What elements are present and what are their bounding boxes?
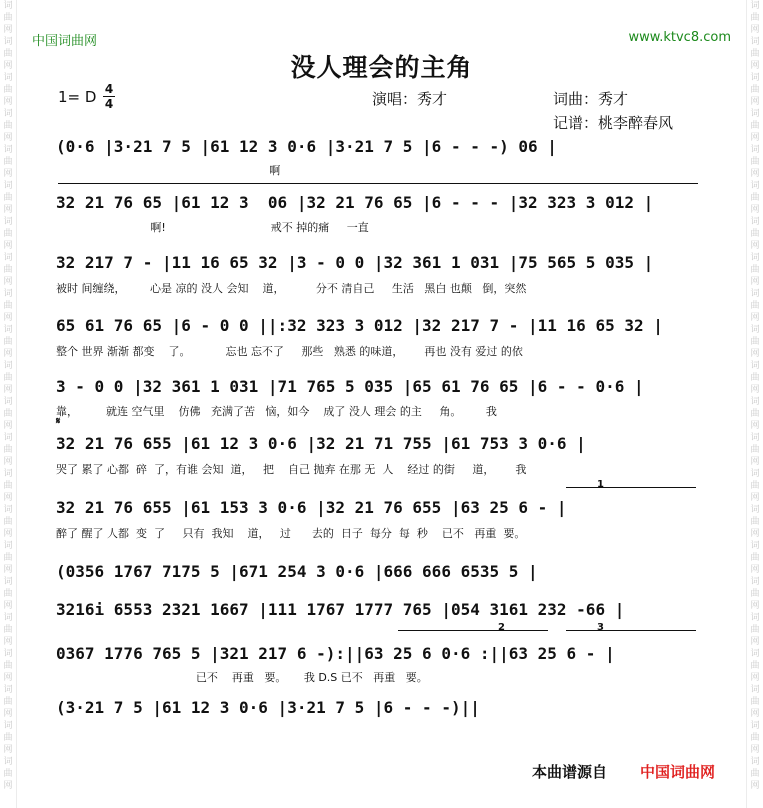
watermark-char: 词 (750, 73, 760, 83)
watermark-char: 网 (3, 241, 13, 251)
watermark-char: 网 (750, 385, 760, 395)
watermark-char: 曲 (750, 337, 760, 347)
watermark-char: 网 (750, 421, 760, 431)
watermark-char: 网 (3, 385, 13, 395)
score-line-8-notes: (0356 1767 7175 5 |671 254 3 0·6 |666 666 6535 5 | (56, 562, 538, 581)
watermark-char: 曲 (3, 265, 13, 275)
watermark-char: 词 (750, 1, 760, 11)
watermark-char: 词 (750, 181, 760, 191)
key-signature: 1= D (58, 88, 97, 106)
score-line-4-notes: 65 61 76 65 |6 - 0 0 ||:32 323 3 012 |32 217 7 - |11 16 65 32 | (56, 316, 663, 335)
watermark-char: 词 (3, 325, 13, 335)
watermark-char: 网 (750, 241, 760, 251)
watermark-char: 词 (750, 649, 760, 659)
watermark-char: 词 (750, 613, 760, 623)
watermark-char: 曲 (750, 769, 760, 779)
composer-credit: 词曲：秀才 (553, 90, 629, 108)
watermark-char: 网 (750, 745, 760, 755)
watermark-char: 词 (750, 37, 760, 47)
watermark-char: 曲 (750, 589, 760, 599)
watermark-char: 词 (3, 109, 13, 119)
watermark-char: 网 (750, 565, 760, 575)
watermark-char: 网 (3, 421, 13, 431)
score-line-3-notes: 32 217 7 - |11 16 65 32 |3 - 0 0 |32 361 1 031 |75 565 5 035 | (56, 253, 654, 272)
watermark-char: 曲 (3, 13, 13, 23)
watermark-char: 曲 (750, 265, 760, 275)
watermark-char: 词 (3, 73, 13, 83)
watermark-char: 网 (3, 673, 13, 683)
watermark-char: 词 (3, 541, 13, 551)
score-line-4-lyrics: 整个 世界 渐渐 都变 了。 忘也 忘不了 那些 熟悉 的味道， 再也 没有 爱过 的依 (56, 345, 523, 358)
watermark-char: 网 (750, 277, 760, 287)
watermark-char: 曲 (750, 517, 760, 527)
watermark-char: 曲 (750, 85, 760, 95)
score-line-9-notes: 3216i 6553 2321 1667 |111 1767 1777 765 |054 3161 232 -66 | (56, 600, 625, 619)
watermark-char: 网 (3, 61, 13, 71)
volta-bracket-1 (566, 487, 696, 488)
site-url-right[interactable]: www.ktvc8.com (628, 30, 731, 45)
watermark-char: 曲 (3, 373, 13, 383)
watermark-char: 词 (3, 469, 13, 479)
watermark-char: 词 (750, 433, 760, 443)
score-line-5-notes: 3 - 0 0 |32 361 1 031 |71 765 5 035 |65 61 76 65 |6 - - 0·6 | (56, 377, 644, 396)
watermark-char: 曲 (3, 337, 13, 347)
watermark-char: 网 (3, 97, 13, 107)
watermark-char: 曲 (750, 13, 760, 23)
volta-mark-3: 3 (597, 622, 604, 633)
score-line-2-notes: 32 21 76 65 |61 12 3 06 |32 21 76 65 |6 - - - |32 323 3 012 | (56, 193, 654, 212)
watermark-char: 词 (750, 721, 760, 731)
watermark-char: 网 (750, 97, 760, 107)
watermark-char: 网 (3, 565, 13, 575)
singer-credit: 演唱：秀才 (372, 90, 448, 108)
watermark-char: 网 (3, 637, 13, 647)
watermark-char: 网 (3, 457, 13, 467)
watermark-char: 网 (3, 277, 13, 287)
watermark-char: 网 (3, 745, 13, 755)
watermark-char: 词 (3, 505, 13, 515)
watermark-char: 词 (750, 577, 760, 587)
watermark-left (0, 0, 17, 808)
watermark-char: 网 (3, 313, 13, 323)
watermark-char: 曲 (3, 229, 13, 239)
source-label: 本曲谱源自 (532, 763, 608, 781)
watermark-char: 词 (3, 649, 13, 659)
watermark-char: 网 (750, 25, 760, 35)
watermark-char: 词 (750, 109, 760, 119)
watermark-char: 网 (3, 601, 13, 611)
watermark-char: 曲 (3, 625, 13, 635)
watermark-char: 网 (3, 709, 13, 719)
watermark-char: 词 (3, 361, 13, 371)
watermark-char: 词 (750, 505, 760, 515)
volta-bracket-2 (398, 630, 548, 631)
watermark-char: 词 (3, 433, 13, 443)
watermark-char: 词 (3, 145, 13, 155)
watermark-char: 曲 (3, 409, 13, 419)
song-title: 没人理会的主角 (290, 53, 473, 82)
watermark-char: 网 (750, 781, 760, 791)
watermark-char: 曲 (3, 445, 13, 455)
watermark-char: 网 (750, 601, 760, 611)
watermark-char: 曲 (750, 229, 760, 239)
watermark-char: 词 (750, 469, 760, 479)
watermark-char: 曲 (3, 769, 13, 779)
watermark-char: 曲 (3, 697, 13, 707)
site-name-left[interactable]: 中国词曲网 (32, 34, 98, 49)
score-line-7-notes: 32 21 76 655 |61 153 3 0·6 |32 21 76 655 |63 25 6 - | (56, 498, 567, 517)
watermark-char: 词 (750, 361, 760, 371)
watermark-char: 曲 (3, 193, 13, 203)
watermark-char: 词 (750, 289, 760, 299)
watermark-char: 曲 (3, 157, 13, 167)
watermark-char: 词 (750, 397, 760, 407)
watermark-char: 曲 (3, 85, 13, 95)
watermark-char: 词 (3, 613, 13, 623)
score-line-5-lyrics: 靠， 就连 空气里 仿佛 充满了苦 恼，如今 成了 没人 理会 的主 角。 我 (56, 405, 497, 418)
watermark-char: 曲 (750, 373, 760, 383)
volta-mark-2: 2 (498, 622, 505, 633)
watermark-char: 网 (750, 493, 760, 503)
watermark-char: 词 (750, 217, 760, 227)
watermark-char: 曲 (750, 553, 760, 563)
watermark-char: 词 (3, 1, 13, 11)
score-line-7-lyrics: 醉了 醒了 人都 变 了 只有 我知 道， 过 去的 日子 每分 每 秒 已不 再重 要。 (56, 527, 526, 540)
watermark-char: 词 (3, 397, 13, 407)
watermark-char: 词 (750, 325, 760, 335)
watermark-char: 曲 (750, 625, 760, 635)
watermark-char: 网 (3, 25, 13, 35)
watermark-char: 词 (3, 181, 13, 191)
watermark-char: 网 (750, 637, 760, 647)
watermark-char: 词 (750, 145, 760, 155)
segno-mark: 𝄋 (56, 416, 61, 427)
watermark-char: 曲 (750, 409, 760, 419)
watermark-char: 曲 (750, 661, 760, 671)
watermark-char: 曲 (3, 553, 13, 563)
score-line-2-lyrics: 啊! 戒不 掉的痛 一直 (56, 221, 369, 234)
watermark-char: 网 (750, 61, 760, 71)
score-line-1-lyrics: 啊 (56, 164, 281, 177)
watermark-char: 网 (750, 169, 760, 179)
watermark-char: 网 (3, 493, 13, 503)
watermark-char: 词 (3, 721, 13, 731)
watermark-char: 网 (750, 673, 760, 683)
watermark-char: 词 (750, 685, 760, 695)
watermark-char: 网 (750, 457, 760, 467)
watermark-char: 曲 (750, 121, 760, 131)
watermark-char: 网 (3, 349, 13, 359)
watermark-char: 曲 (3, 589, 13, 599)
watermark-char: 词 (3, 37, 13, 47)
watermark-char: 曲 (750, 193, 760, 203)
watermark-char: 网 (750, 205, 760, 215)
score-line-6-notes: 32 21 76 655 |61 12 3 0·6 |32 21 71 755 |61 753 3 0·6 | (56, 434, 586, 453)
score-line-1-notes: (0·6 |3·21 7 5 |61 12 3 0·6 |3·21 7 5 |6 - - -) 06 | (56, 137, 557, 156)
watermark-char: 曲 (3, 49, 13, 59)
watermark-char: 曲 (3, 517, 13, 527)
score-line-10-notes: 0367 1776 765 5 |321 217 6 -):||63 25 6 0·6 :||63 25 6 - | (56, 644, 615, 663)
watermark-char: 网 (750, 529, 760, 539)
watermark-right (746, 0, 763, 808)
watermark-char: 网 (3, 781, 13, 791)
watermark-char: 曲 (750, 481, 760, 491)
watermark-char: 网 (3, 205, 13, 215)
watermark-char: 词 (3, 253, 13, 263)
transcriber-credit: 记谱：桃李醉春风 (553, 114, 674, 132)
watermark-char: 曲 (750, 445, 760, 455)
watermark-char: 曲 (750, 157, 760, 167)
watermark-char: 词 (3, 577, 13, 587)
volta-mark-1: 1 (597, 479, 604, 490)
watermark-char: 网 (3, 169, 13, 179)
slur-line-1 (58, 183, 698, 184)
source-site-link[interactable]: 中国词曲网 (640, 763, 716, 781)
time-signature-bottom: 4 (104, 97, 114, 111)
volta-bracket-3 (566, 630, 696, 631)
score-line-3-lyrics: 被时 间缠绕， 心是 凉的 没人 会知 道， 分不 清自己 生活 黑白 也颠 倒，突然 (56, 282, 527, 295)
watermark-char: 网 (750, 133, 760, 143)
watermark-char: 网 (750, 709, 760, 719)
time-signature (103, 83, 115, 110)
watermark-char: 曲 (3, 661, 13, 671)
score-line-10-lyrics: 已不 再重 要。 我 D.S 已不 再重 要。 (56, 671, 428, 684)
watermark-char: 曲 (3, 121, 13, 131)
watermark-char: 曲 (750, 733, 760, 743)
time-signature-top: 4 (104, 82, 114, 96)
watermark-char: 词 (3, 685, 13, 695)
watermark-char: 词 (750, 253, 760, 263)
watermark-char: 曲 (750, 49, 760, 59)
watermark-char: 词 (3, 757, 13, 767)
watermark-char: 曲 (750, 697, 760, 707)
watermark-char: 网 (3, 529, 13, 539)
score-line-11-notes: (3·21 7 5 |61 12 3 0·6 |3·21 7 5 |6 - - -)|| (56, 698, 480, 717)
watermark-char: 曲 (750, 301, 760, 311)
watermark-char: 曲 (3, 481, 13, 491)
watermark-char: 网 (750, 313, 760, 323)
watermark-char: 网 (3, 133, 13, 143)
watermark-char: 曲 (3, 733, 13, 743)
watermark-char: 词 (750, 757, 760, 767)
score-line-6-lyrics: 哭了 累了 心都 碎 了，有谁 会知 道， 把 自己 抛弃 在那 无 人 经过 的街 道， 我 (56, 463, 527, 476)
watermark-char: 曲 (3, 301, 13, 311)
watermark-char: 词 (750, 541, 760, 551)
watermark-char: 词 (3, 289, 13, 299)
watermark-char: 词 (3, 217, 13, 227)
watermark-char: 网 (750, 349, 760, 359)
